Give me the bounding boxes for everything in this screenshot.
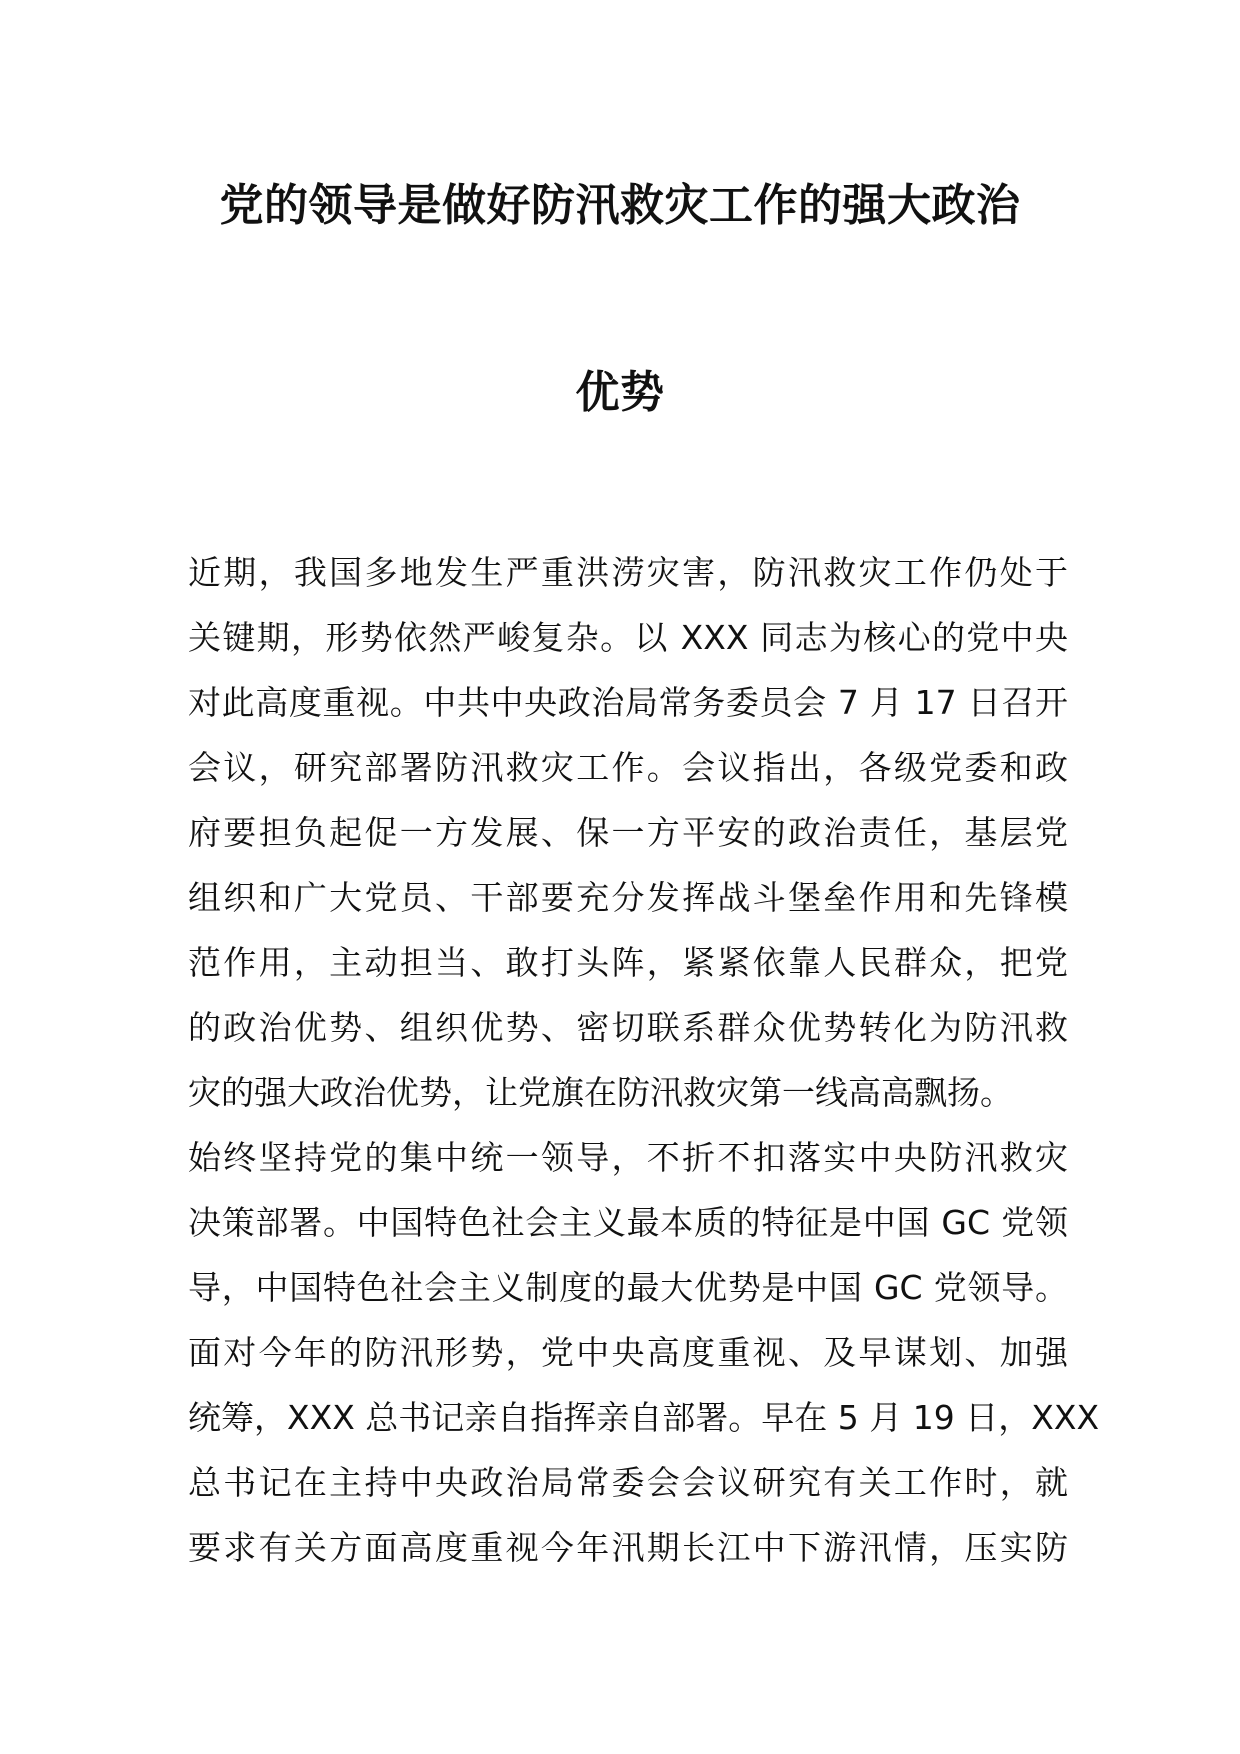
paragraph-2-line-7: 要求有关方面高度重视今年汛期长江中下游汛情，压实防 <box>188 1528 1068 1567</box>
paragraph-1-line-1: 近期，我国多地发生严重洪涝灾害，防汛救灾工作仍处于 <box>188 553 1068 592</box>
paragraph-1-line-6: 组织和广大党员、干部要充分发挥战斗堡垒作用和先锋模 <box>188 878 1068 917</box>
paragraph-1-line-4: 会议，研究部署防汛救灾工作。会议指出，各级党委和政 <box>188 748 1068 787</box>
document-title-line-1: 党的领导是做好防汛救灾工作的强大政治 <box>219 180 1021 231</box>
paragraph-1-line-3: 对此高度重视。中共中央政治局常务委员会 7 月 17 日召开 <box>188 683 1068 722</box>
paragraph-1-line-2: 关键期，形势依然严峻复杂。以 XXX 同志为核心的党中央 <box>188 618 1068 657</box>
document-title-line-2: 优势 <box>575 367 665 418</box>
paragraph-2-line-4: 面对今年的防汛形势，党中央高度重视、及早谋划、加强 <box>188 1333 1068 1372</box>
paragraph-2-line-6: 总书记在主持中央政治局常委会会议研究有关工作时，就 <box>188 1463 1068 1502</box>
paragraph-2-line-2: 决策部署。中国特色社会主义最本质的特征是中国 GC 党领 <box>188 1203 1068 1242</box>
paragraph-1-line-9: 灾的强大政治优势，让党旗在防汛救灾第一线高高飘扬。 <box>188 1073 1013 1112</box>
paragraph-1-line-8: 的政治优势、组织优势、密切联系群众优势转化为防汛救 <box>188 1008 1068 1047</box>
paragraph-2-line-1: 始终坚持党的集中统一领导，不折不扣落实中央防汛救灾 <box>188 1138 1068 1177</box>
paragraph-2-line-5: 统筹，XXX 总书记亲自指挥亲自部署。早在 5 月 19 日，XXX <box>188 1398 1100 1437</box>
document-body <box>188 540 1100 1580</box>
paragraph-2-line-3: 导，中国特色社会主义制度的最大优势是中国 GC 党领导。 <box>188 1268 1068 1307</box>
paragraph-1 <box>188 540 1068 1125</box>
paragraph-1-line-5: 府要担负起促一方发展、保一方平安的政治责任，基层党 <box>188 813 1068 852</box>
paragraph-2 <box>188 1125 1100 1580</box>
paragraph-1-line-7: 范作用，主动担当、敢打头阵，紧紧依靠人民群众，把党 <box>188 943 1068 982</box>
